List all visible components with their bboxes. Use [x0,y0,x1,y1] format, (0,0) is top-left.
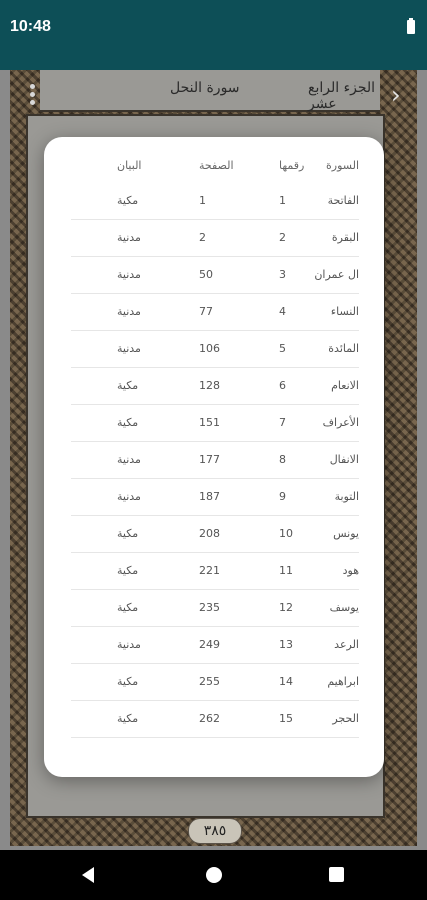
surah-page: 208 [199,527,220,540]
table-row[interactable] [71,220,359,257]
header-page: الصفحة [199,159,234,172]
surah-page: 77 [199,305,213,318]
status-bar [0,0,427,70]
surah-type: مكية [117,194,139,207]
table-row[interactable] [71,368,359,405]
surah-page: 50 [199,268,213,281]
surah-number: 2 [279,231,286,244]
surah-number: 4 [279,305,286,318]
surah-type: مكية [117,527,139,540]
surah-type: مكية [117,601,139,614]
surah-name: المائدة [328,342,359,355]
surah-type: مكية [117,416,139,429]
surah-type: مدنية [117,342,141,355]
table-row[interactable] [71,701,359,738]
surah-name: التوبة [334,490,359,503]
back-icon[interactable] [82,867,94,883]
surah-page: 2 [199,231,206,244]
surah-type: مكية [117,564,139,577]
header-surah: السورة [326,159,359,172]
surah-page: 187 [199,490,220,503]
home-icon[interactable] [206,867,222,883]
surah-name: الأعراف [322,416,359,429]
surah-page: 255 [199,675,220,688]
header-type: البيان [117,159,142,172]
surah-name: الانعام [331,379,359,392]
table-row[interactable] [71,553,359,590]
table-row[interactable] [71,442,359,479]
surah-list[interactable] [44,183,384,743]
surah-page: 1 [199,194,206,207]
surah-number: 5 [279,342,286,355]
surah-type: مدنية [117,268,141,281]
surah-type: مدنية [117,231,141,244]
surah-type: مدنية [117,490,141,503]
surah-type: مكية [117,675,139,688]
status-time: 10:48 [10,18,51,35]
surah-number: 7 [279,416,286,429]
recents-icon[interactable] [329,867,344,882]
surah-index-dialog [44,137,384,777]
chevron-right-icon[interactable]: › [391,81,401,109]
surah-name: الحجر [332,712,359,725]
surah-number: 11 [279,564,293,577]
table-row[interactable] [71,627,359,664]
surah-name: الرعد [334,638,359,651]
surah-type: مدنية [117,638,141,651]
surah-page: 235 [199,601,220,614]
surah-name: هود [342,564,359,577]
battery-icon [407,20,415,34]
surah-type: مدنية [117,453,141,466]
surah-number: 8 [279,453,286,466]
surah-page: 221 [199,564,220,577]
surah-page: 128 [199,379,220,392]
table-row[interactable] [71,405,359,442]
table-row[interactable] [71,479,359,516]
surah-number: 1 [279,194,286,207]
surah-name: النساء [330,305,359,318]
surah-name: ابراهيم [327,675,359,688]
surah-number: 12 [279,601,293,614]
surah-number: 10 [279,527,293,540]
surah-type: مكية [117,379,139,392]
table-row[interactable] [71,516,359,553]
surah-number: 3 [279,268,286,281]
surah-name: يونس [333,527,359,540]
surah-name: الفاتحة [327,194,359,207]
surah-number: 13 [279,638,293,651]
surah-page: 249 [199,638,220,651]
header-number: رقمها [279,159,305,172]
surah-page: 262 [199,712,220,725]
page-number: ٣٨٥ [188,818,242,844]
menu-icon[interactable] [30,84,38,110]
table-row[interactable] [71,664,359,701]
surah-page: 151 [199,416,220,429]
surah-number: 9 [279,490,286,503]
surah-name: البقرة [331,231,359,244]
surah-name: يوسف [329,601,359,614]
table-row[interactable] [71,257,359,294]
table-row[interactable] [71,294,359,331]
page-header [40,70,380,112]
surah-number: 15 [279,712,293,725]
surah-page: 177 [199,453,220,466]
surah-page: 106 [199,342,220,355]
navigation-bar [0,850,427,900]
surah-number: 6 [279,379,286,392]
table-row[interactable] [71,183,359,220]
table-row[interactable] [71,331,359,368]
surah-number: 14 [279,675,293,688]
table-row[interactable] [71,590,359,627]
surah-type: مكية [117,712,139,725]
juz-title: الجزء الرابع عشر [308,80,376,112]
surah-name: الانفال [329,453,359,466]
surah-name: ال عمران [314,268,359,281]
surah-title: سورة النحل [170,80,240,96]
surah-type: مدنية [117,305,141,318]
